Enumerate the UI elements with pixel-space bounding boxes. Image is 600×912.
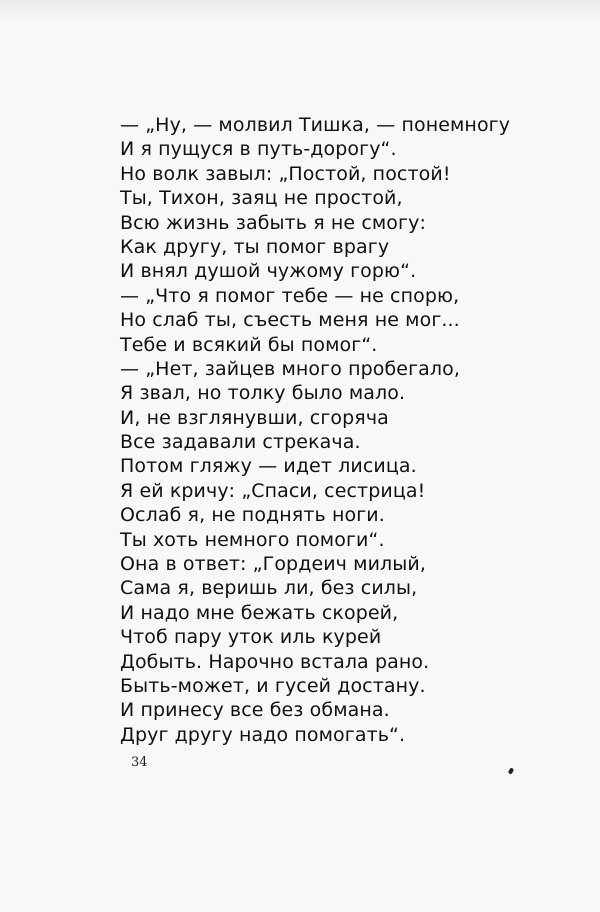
page-number: 34 (131, 755, 148, 770)
poem-line: — „Что я помог тебе — не спорю, (120, 284, 460, 307)
poem-line: И внял душой чужому горю“. (120, 260, 417, 283)
poem-line: Но волк завыл: „Постой, постой! (120, 162, 451, 185)
poem-line: Чтоб пару уток иль курей (120, 626, 382, 649)
poem-line: Сама я, веришь ли, без силы, (120, 577, 418, 600)
ink-speck (508, 767, 514, 774)
page-edge-shadow (0, 0, 600, 22)
poem-line: Она в ответ: „Гордеич милый, (120, 553, 426, 576)
poem-line: И принесу все без обмана. (120, 699, 390, 722)
poem-line: Все задавали стрекача. (120, 431, 361, 454)
poem-line: Добыть. Нарочно встала рано. (120, 650, 430, 673)
poem-line: Друг другу надо помогать“. (120, 723, 406, 746)
poem-line: Я ей кричу: „Спаси, сестрица! (120, 479, 426, 502)
poem-line: Но слаб ты, съесть меня не мог... (120, 309, 460, 332)
poem-line: И я пущуся в путь-дорогу“. (120, 138, 397, 161)
poem-line: Всю жизнь забыть я не смогу: (120, 211, 426, 234)
poem-line: Тебе и всякий бы помог“. (120, 333, 378, 356)
poem-line: Ты, Тихон, заяц не простой, (120, 187, 403, 210)
poem-line: И надо мне бежать скорей, (120, 601, 399, 624)
poem-line: Ты хоть немного помоги“. (120, 528, 385, 551)
poem-line: — „Нет, зайцев много пробегало, (120, 357, 461, 380)
poem-line: Ослаб я, не поднять ноги. (120, 504, 385, 527)
poem-line: Потом гляжу — идет лисица. (120, 455, 417, 478)
poem-line: Быть-может, и гусей достану. (120, 674, 426, 697)
poem-text (120, 113, 540, 747)
poem-line: Как другу, ты помог врагу (120, 235, 390, 258)
poem-line: Я звал, но толку было мало. (120, 382, 406, 405)
poem-line: И, не взглянувши, сгоряча (120, 406, 389, 429)
poem-line: — „Ну, — молвил Тишка, — понемногу (120, 114, 511, 136)
